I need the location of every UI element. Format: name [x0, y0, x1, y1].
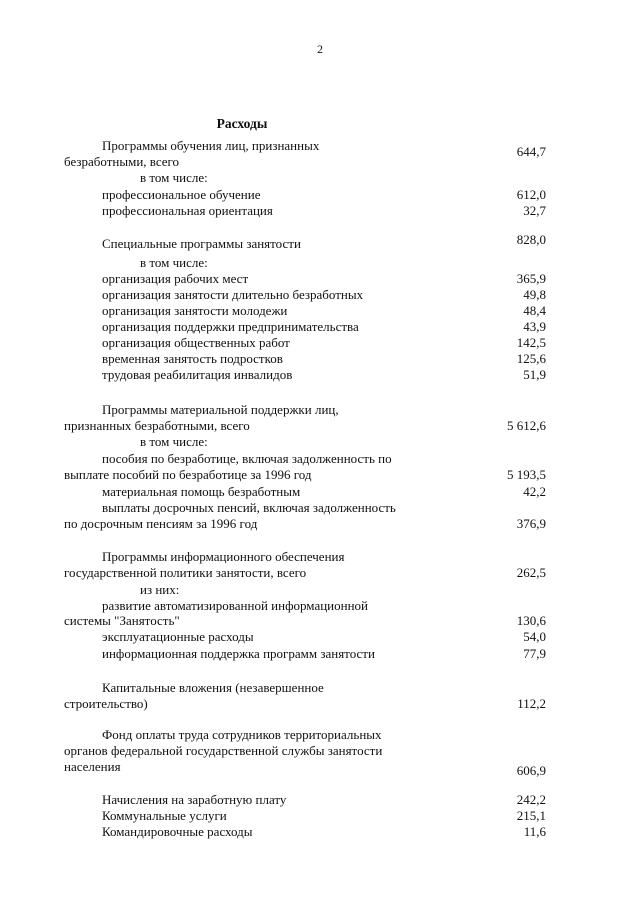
section-total: 5 612,6 — [507, 418, 546, 433]
item-value: 42,2 — [523, 484, 546, 499]
section-heading: строительство) — [64, 696, 148, 711]
item-label: организация общественных работ — [102, 335, 290, 350]
item-value: 130,6 — [516, 613, 546, 628]
item-label: Коммунальные услуги — [102, 808, 227, 823]
item-value: 215,1 — [516, 808, 546, 823]
section-heading: органов федеральной государственной службы занятости — [64, 743, 383, 758]
item-value: 43,9 — [523, 319, 546, 334]
section-total: 112,2 — [517, 696, 546, 711]
item-value: 54,0 — [523, 629, 546, 644]
item-label: развитие автоматизированной информационной — [102, 598, 368, 613]
section-heading: Фонд оплаты труда сотрудников территориальных — [102, 727, 382, 742]
section-heading: населения — [64, 759, 121, 774]
section-heading: Программы материальной поддержки лиц, — [102, 402, 339, 417]
item-value: 5 193,5 — [507, 467, 546, 482]
item-label: организация занятости молодежи — [102, 303, 288, 318]
item-label: Командировочные расходы — [102, 824, 253, 839]
item-label: пособия по безработице, включая задолженность по — [102, 451, 392, 466]
item-label: по досрочным пенсиям за 1996 год — [64, 516, 258, 531]
item-label: Начисления на заработную плату — [102, 792, 287, 807]
section-heading: признанных безработными, всего — [64, 418, 250, 433]
item-label: эксплуатационные расходы — [102, 629, 254, 644]
item-value: 77,9 — [523, 646, 546, 661]
section-total: 262,5 — [516, 565, 546, 580]
page-title: Расходы — [216, 116, 268, 131]
sub-intro: в том числе: — [140, 434, 208, 449]
item-value: 612,0 — [516, 187, 546, 202]
sub-intro: в том числе: — [140, 255, 208, 270]
item-value: 125,6 — [516, 351, 546, 366]
item-value: 32,7 — [523, 203, 546, 218]
section-heading: Специальные программы занятости — [102, 236, 301, 251]
item-value: 365,9 — [516, 271, 546, 286]
item-label: выплаты досрочных пенсий, включая задолженность — [102, 500, 396, 515]
item-value: 142,5 — [516, 335, 546, 350]
item-label: временная занятость подростков — [102, 351, 283, 366]
item-label: профессиональная ориентация — [102, 203, 273, 218]
item-label: материальная помощь безработным — [102, 484, 301, 499]
section-total: 606,9 — [516, 763, 546, 778]
sub-intro: в том числе: — [140, 170, 208, 185]
item-value: 48,4 — [523, 303, 546, 318]
item-label: профессиональное обучение — [102, 187, 261, 202]
item-value: 376,9 — [516, 516, 546, 531]
item-label: трудовая реабилитация инвалидов — [102, 367, 293, 382]
item-label: организация поддержки предпринимательства — [102, 319, 359, 334]
sub-intro: из них: — [140, 582, 180, 597]
page-number: 2 — [317, 42, 323, 56]
item-value: 49,8 — [523, 287, 546, 302]
section-heading: Программы обучения лиц, признанных — [102, 138, 320, 153]
item-value: 51,9 — [523, 367, 546, 382]
item-label: системы "Занятость" — [64, 613, 180, 628]
item-value: 242,2 — [516, 792, 546, 807]
item-label: выплате пособий по безработице за 1996 год — [64, 467, 312, 482]
section-total: 828,0 — [516, 232, 546, 247]
section-total: 644,7 — [516, 144, 546, 159]
item-label: организация занятости длительно безработных — [102, 287, 364, 302]
section-heading: государственной политики занятости, всего — [64, 565, 307, 580]
item-label: организация рабочих мест — [102, 271, 249, 286]
item-value: 11,6 — [523, 824, 546, 839]
item-label: информационная поддержка программ занятости — [102, 646, 375, 661]
section-heading: безработными, всего — [64, 154, 180, 169]
section-heading: Капитальные вложения (незавершенное — [102, 680, 324, 695]
section-heading: Программы информационного обеспечения — [102, 549, 345, 564]
